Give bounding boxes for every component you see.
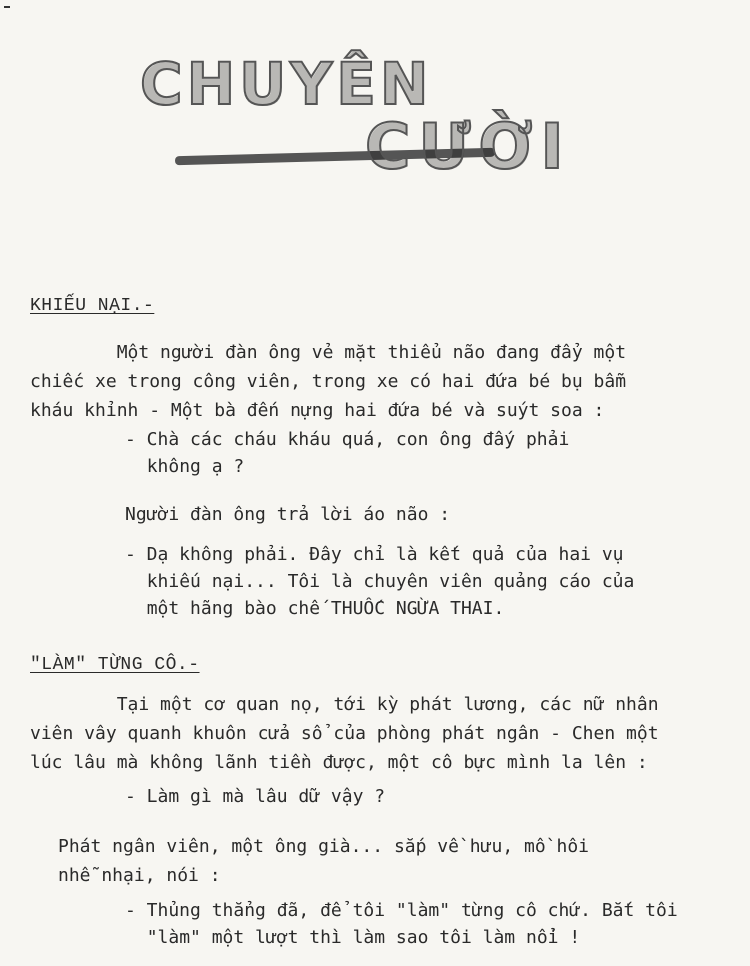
story2-paragraph-1: Tại một cơ quan nọ, tới kỳ phát lương, các nữ nhân viên vây quanh khuôn cửa sổ của phòng phát ngân - Chen một lúc lâu mà không lãnh tiền được, một cô bực mình la lên : [30, 694, 659, 773]
story1-heading: KHIẾU NẠI.- [30, 296, 155, 316]
corner-mark [4, 6, 10, 8]
title-line-2: CƯỜI [365, 110, 572, 183]
story2-heading: "LÀM" TỪNG CÔ.- [30, 655, 200, 675]
story1-paragraph-1: Một người đàn ông vẻ mặt thiểu não đang đẩy một chiếc xe trong công viên, trong xe có hai đứa bé bụ bẫm kháu khỉnh - Một bà đến nựng hai đứa bé và suýt soa : [30, 342, 627, 421]
story1-quote-1: - Chà các cháu kháu quá, con ông đấy phải không ạ ? [125, 429, 570, 477]
story1-paragraph-2: Người đàn ông trả lời áo não : [125, 504, 451, 525]
story1-quote-2: - Dạ không phải. Đây chỉ là kết quả của hai vụ khiếu nại... Tôi là chuyên viên quảng cáo của một hãng bào chế THUỐC NGỪA THAI. [125, 544, 635, 619]
story2-paragraph-2: Phát ngân viên, một ông già... sắp về hưu, mồ hôi nhễ nhại, nói : [58, 836, 590, 886]
title-line-1: CHUYÊN [140, 50, 433, 118]
page-title [140, 40, 572, 183]
story2-quote-1: - Làm gì mà lâu dữ vậy ? [125, 786, 386, 807]
story2-quote-2: - Thủng thẳng đã, để tôi "làm" từng cô chứ. Bắt tôi "làm" một lượt thì làm sao tôi làm nổi ! [125, 900, 678, 948]
